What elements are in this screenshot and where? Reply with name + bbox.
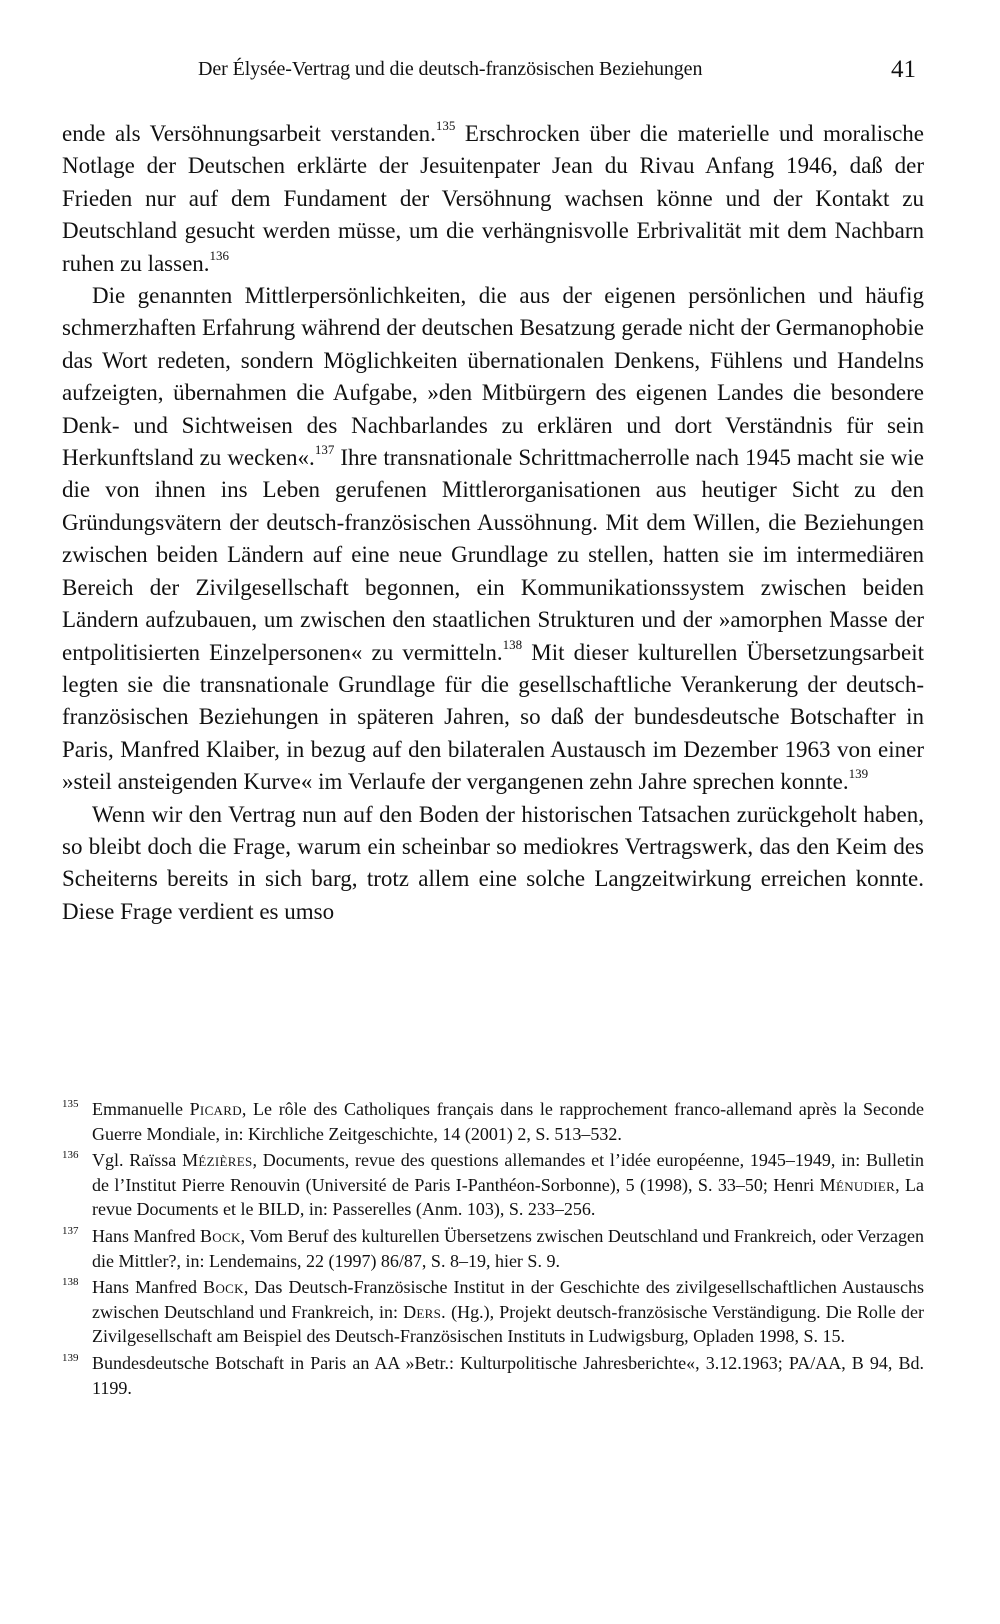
running-title: Der Élysée-Vertrag und die deutsch-französischen Beziehungen [198, 58, 703, 80]
footnote-text: , Das Deutsch-Französische Institut in der Geschichte des zivilgesellschaftlichen Austauschs zwischen Deutschland und Frankreich, in: [92, 1277, 924, 1322]
footnote-139 [62, 1351, 924, 1400]
paragraph-text: Wenn wir den Vertrag nun auf den Boden der historischen Tatsachen zurückgeholt haben, so bleibt doch die Frage, warum ein scheinbar so mediokres Vertragswerk, das den Keim des Scheiterns bereits in sich barg, trotz allem eine solche Langzeitwirkung erreichen konnte. Diese Frage verdient es umso [62, 801, 924, 924]
paragraph-text: Erschrocken über die materielle und moralische Notlage der Deutschen erklärte der Jesuitenpater Jean du Rivau Anfang 1946, daß der Frieden nur auf dem Fundament der Versöhnung wachsen könne und der Kontakt zu Deutschland gesucht werden müsse, um die verhängnisvolle Erbrivalität mit dem Nachbarn ruhen zu lassen. [62, 121, 924, 276]
running-head [62, 54, 924, 94]
footnote-text: , La revue Documents et le BILD, in: Passerelles (Anm. 103), S. 233–256. [92, 1174, 924, 1220]
paragraph-text: Die genannten Mittlerpersönlichkeiten, die aus der eigenen persönlichen und häufig schmerzhaften Erfahrung während der deutschen Besatzung gerade nicht der Germanophobie das Wort redeten, sondern Möglichkeiten übernationalen Denkens, Fühlens und Handelns aufzeigten, übernahmen die Aufgabe, »den Mitbürgern des eigenen Landes die besondere Denk- und Sichtweisen des Nachbarlandes zu erklären und dort Verständnis für sein Herkunftsland zu wecken«. [62, 283, 924, 471]
paragraph-text: Ihre transnationale Schrittmacherrolle nach 1945 macht sie wie die von ihnen ins Leben gerufenen Mittlerorganisationen aus heutiger Sicht zu den Gründungsvätern der deutsch-französischen Aussöhnung. Mit dem Willen, die Beziehungen zwischen beiden Ländern auf eine neue Grundlage zu stellen, hatten sie im intermediären Bereich der Zivilgesellschaft begonnen, ein Kommunikationssystem zwischen beiden Ländern aufzubauen, um zwischen den staatlichen Strukturen und der »amorphen Masse der entpolitisierten Einzelpersonen« zu vermitteln. [62, 445, 924, 665]
footnote-135 [62, 1097, 924, 1146]
footnote-text: (Hg.), Projekt deutsch-französische Verständigung. Die Rolle der Zivilgesellschaft am Beispiel des Deutsch-Französischen Instituts in Ludwigsburg, Opladen 1998, S. 15. [92, 1301, 924, 1347]
page-number: 41 [891, 56, 916, 83]
footnote-number: 136 [62, 1149, 79, 1162]
footnote-text: Hans Manfred [92, 1225, 200, 1246]
footnote-ref-136: 136 [209, 247, 230, 263]
paragraph-1 [62, 118, 924, 280]
footnote-number: 139 [62, 1351, 79, 1364]
footnote-author: Bock [203, 1277, 244, 1298]
footnote-text: Vgl. Raïssa [92, 1150, 183, 1171]
footnote-ref-137: 137 [314, 442, 335, 458]
footnotes [62, 1097, 924, 1402]
footnote-author: Picard [189, 1099, 242, 1119]
footnote-text: Bundesdeutsche Botschaft in Paris an AA »Betr.: Kulturpolitische Jahresberichte«, 3.12.1963; PA/AA, B 94, Bd. 1199. [92, 1352, 924, 1398]
paragraph-text: Mit dieser kulturellen Übersetzungsarbeit legten sie die transnationale Grundlage für die gesellschaftliche Verankerung der deutsch-französischen Beziehungen in späteren Jahren, so daß der bundesdeutsche Botschafter in Paris, Manfred Klaiber, in bezug auf den bilateralen Austausch im Dezember 1963 von einer »steil ansteigenden Kurve« im Verlaufe der vergangenen zehn Jahre sprechen konnte. [62, 639, 925, 795]
footnote-author: Ders. [403, 1301, 446, 1322]
document-page [62, 0, 924, 1624]
body-text [62, 118, 924, 928]
footnote-text: Hans Manfred [92, 1277, 204, 1298]
footnote-number: 137 [62, 1224, 79, 1237]
footnote-number: 138 [62, 1276, 79, 1289]
footnote-ref-138: 138 [502, 636, 523, 652]
footnote-number: 135 [62, 1098, 79, 1110]
footnote-text: Emmanuelle [92, 1099, 190, 1119]
footnote-author: Mézières [182, 1150, 253, 1171]
footnote-author: Ménudier [819, 1174, 896, 1195]
footnote-138 [62, 1275, 924, 1349]
paragraph-2 [62, 280, 924, 799]
paragraph-text: ende als Versöhnungsarbeit verstanden. [62, 121, 436, 146]
footnote-author: Bock [199, 1225, 241, 1246]
footnote-137 [62, 1224, 924, 1273]
paragraph-3 [62, 799, 924, 929]
footnote-text: , Documents, revue des questions allemandes et l’idée européenne, 1945–1949, in: Bulletin de l’Institut Pierre Renouvin (Université de Paris I-Panthéon-Sorbonne), 5 (1998), S. 33–50; Henri [92, 1150, 924, 1195]
footnote-text: , Vom Beruf des kulturellen Übersetzens zwischen Deutschland und Frankreich, oder Verzagen die Mittler?, in: Lendemains, 22 (1997) 86/87, S. 8–19, hier S. 9. [92, 1225, 925, 1271]
footnote-ref-135: 135 [435, 118, 456, 134]
footnote-136 [62, 1148, 924, 1222]
footnote-ref-139: 139 [848, 766, 869, 782]
footnote-text: , Le rôle des Catholiques français dans le rapprochement franco-allemand après la Seconde Guerre Mondiale, in: Kirchliche Zeitgeschichte, 14 (2001) 2, S. 513–532. [92, 1099, 924, 1144]
